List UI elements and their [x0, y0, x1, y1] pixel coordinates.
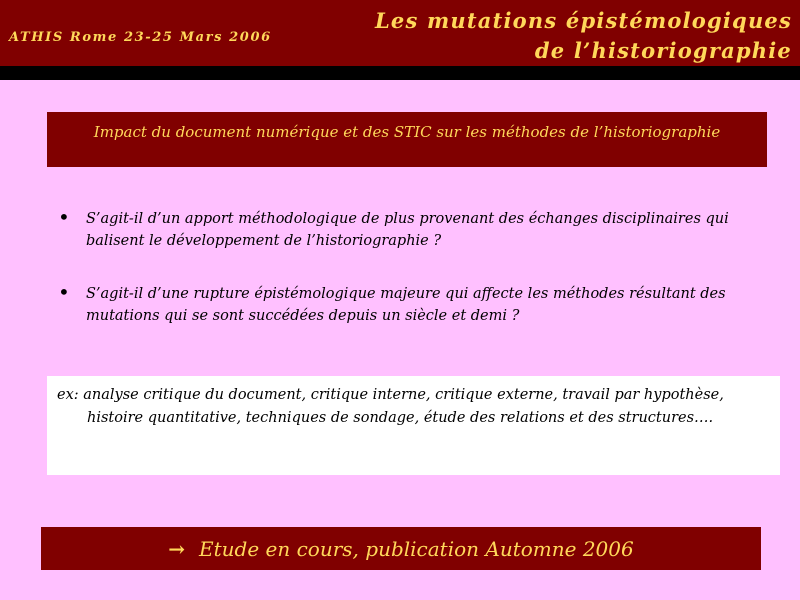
subtitle-text: Impact du document numérique et des STIC sur les méthodes de l’historiographie [93, 123, 721, 141]
slide-header [0, 0, 800, 66]
list-item [56, 280, 766, 327]
example-box [47, 376, 780, 475]
example-text: ex: analyse critique du document, critique interne, critique externe, travail par hypothèse, histoire quantitative, techniques de sondage, étude des relations et des structures…. [57, 387, 724, 426]
arrow-right-icon: → [168, 536, 186, 561]
slide-title: Les mutations épistémologiques de l’historiographie [374, 8, 792, 63]
event-label: ATHIS Rome 23-25 Mars 2006 [9, 30, 272, 45]
header-divider [0, 66, 800, 80]
bullet-icon: • [58, 205, 70, 229]
list-item-text: S’agit-il d’un apport méthodologique de plus provenant des échanges disciplinaires qui balisent le développement de l’historiographie ? [86, 211, 729, 249]
status-box [41, 527, 761, 570]
bullet-icon: • [58, 280, 70, 304]
status-text: Etude en cours, publication Automne 2006 [199, 536, 634, 561]
subtitle-box [47, 112, 767, 167]
list-item [56, 205, 766, 252]
question-list [56, 205, 766, 327]
list-item-text: S’agit-il d’une rupture épistémologique majeure qui affecte les méthodes résultant des mutations qui se sont succédées depuis un siècle et demi ? [86, 286, 726, 324]
